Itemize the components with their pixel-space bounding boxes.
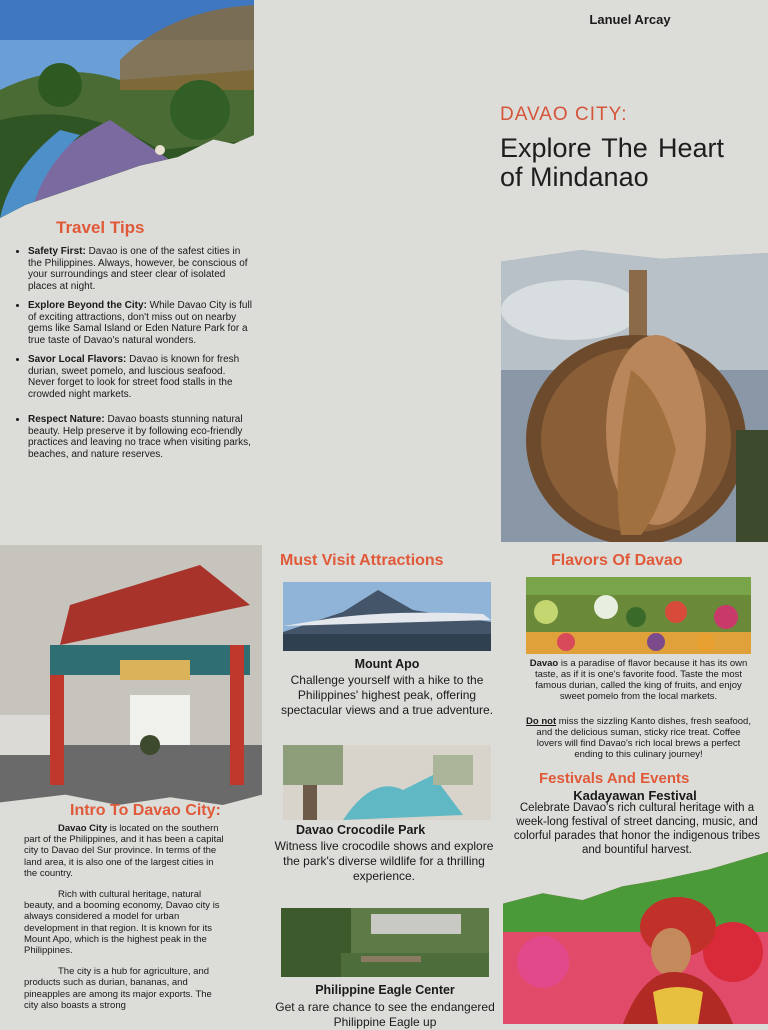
eagle-center-desc: Get a rare chance to see the endangered Philippine Eagle up: [275, 1000, 495, 1029]
festivals-title: Festivals And Events: [539, 770, 690, 787]
flavors-text-2: Do not miss the sizzling Kanto dishes, fresh seafood, and the delicious suman, sticky rice treat. Coffee lovers will find Davao's rich local brews a perfect ending to this culinary journey!: [526, 716, 751, 760]
crocodile-park-desc: Witness live crocodile shows and explore the park's diverse wildlife for a thrilling experience.: [274, 839, 494, 883]
fruit-market-photo: [526, 577, 751, 654]
festival-name: Kadayawan Festival: [573, 788, 697, 803]
intro-text: Davao City is located on the southern part of the Philippines, and it has been a capital city to Davao del Sur province. In terms of the land area, it is also one of the largest cities in the country. Rich with cultural heritage, natural beauty, and a booming economy, Davao city is always considered a model for urban development in that region. It is known for its Mount Apo, which is the highest peak in the Philippines. The city is a hub for agriculture, and products such as durian, bananas, and pineapples are among its major exports. The city also boasts a strong: [24, 823, 224, 1011]
tip-item: • Respect Nature: Davao boasts stunning natural beauty. Help preserve it by following eco-friendly practices and leaving no trace when visiting parks, beaches, and nature reserves.: [28, 414, 254, 460]
page-title: Explore The Heart of Mindanao: [500, 133, 724, 192]
kadayawan-dancer-photo: [503, 852, 768, 1024]
eagle-center-photo: [281, 908, 489, 977]
attractions-title: Must Visit Attractions: [280, 552, 444, 569]
travel-tips-title: Travel Tips: [56, 218, 145, 237]
intro-title: Intro To Davao City:: [70, 802, 221, 819]
tip-item: • Safety First: Davao is one of the safest cities in the Philippines. Always, however, be conscious of your surroundings and steer clear of isolated places at night.: [28, 246, 254, 292]
festival-desc: Celebrate Davao's rich cultural heritage with a week-long festival of street dancing, music, and colorful parades that honor the indigenous tribes and bountiful harvest.: [513, 802, 761, 856]
eagle-center-name: Philippine Eagle Center: [315, 983, 455, 997]
mount-apo-desc: Challenge yourself with a hike to the Philippines' highest peak, offering spectacular views and a true adventure.: [280, 673, 494, 717]
mount-apo-photo: [283, 582, 491, 651]
park-walkway-photo: [0, 0, 254, 218]
mount-apo-name: Mount Apo: [354, 657, 420, 671]
tip-item: • Explore Beyond the City: While Davao City is full of exciting attractions, don't miss out on nearby gems like Samal Island or Eden Nature Park for a true taste of Davao's natural wonders.: [28, 300, 254, 346]
durian-monument-photo: [501, 250, 768, 542]
crocodile-park-name: Davao Crocodile Park: [296, 823, 426, 837]
flavors-title: Flavors Of Davao: [551, 552, 683, 569]
chinatown-gate-photo: [0, 545, 262, 805]
crocodile-park-photo: [283, 745, 491, 820]
travel-tips-list: [18, 246, 254, 468]
author-name: Lanuel Arcay: [589, 12, 671, 27]
flavors-text-1: Davao is a paradise of flavor because it has its own taste, as if it is one's favorite food. Taste the most famous durian, called the king of fruits, and enjoy sweet pomelo from the local markets.: [529, 658, 748, 702]
tip-item: • Savor Local Flavors: Davao is known for fresh durian, sweet pomelo, and luscious seafood. Never forget to look for street food stalls in the crowded night markets.: [28, 354, 254, 400]
kicker-title: DAVAO CITY:: [500, 104, 628, 125]
